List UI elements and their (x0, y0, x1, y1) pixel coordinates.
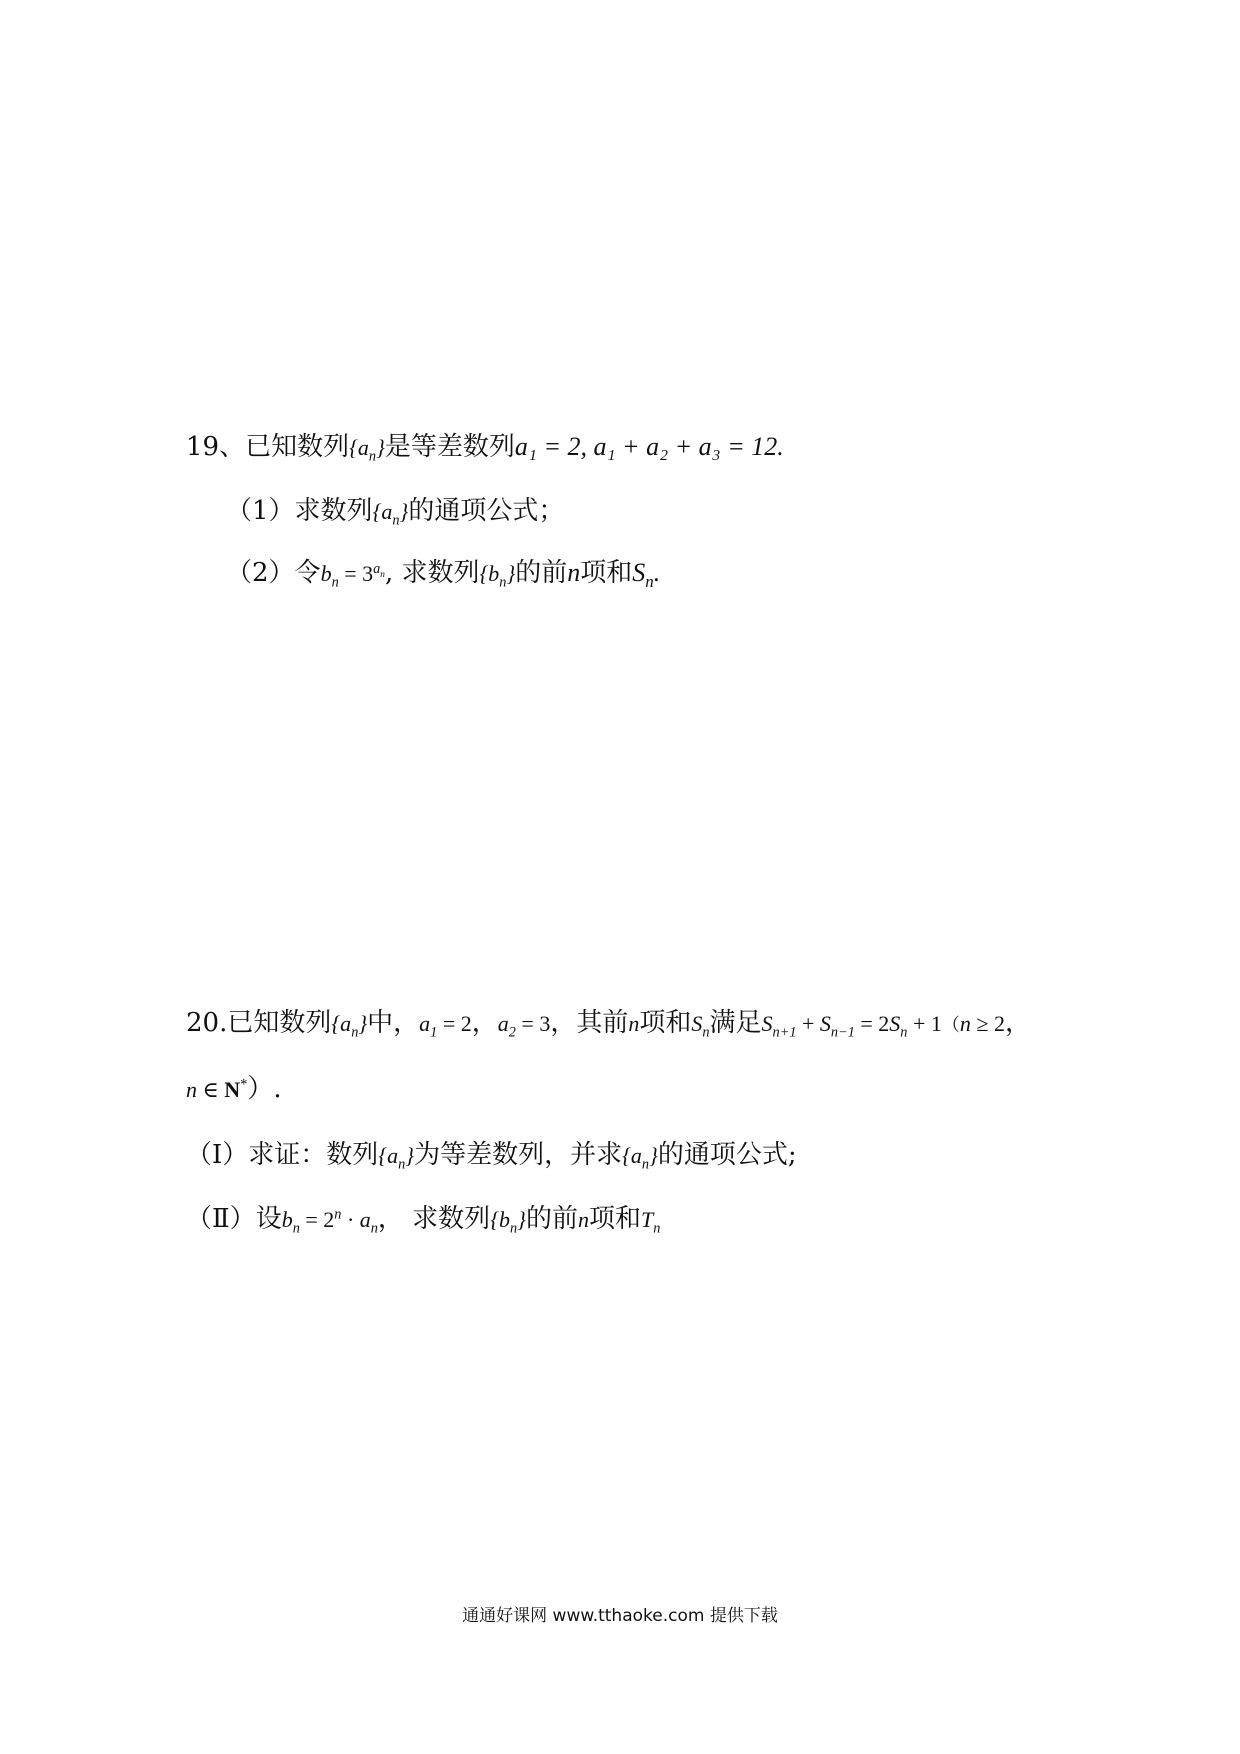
q19-seq-an: $\{a_n\}$ (349, 435, 385, 465)
q19-number: 19、 (186, 432, 246, 462)
q19-n: n (567, 558, 581, 587)
q20-part2-label: （Ⅱ） (186, 1204, 256, 1234)
q20-Sn: $S_n$ (691, 1011, 710, 1041)
q20-part1: （Ⅰ）求证：数列$\{a_n\}$为等差数列，并求$\{a_n\}$的通项公式; (186, 1140, 797, 1173)
q20-part1-seq-2: $\{a_n\}$ (622, 1143, 658, 1173)
q20-cond-n-in-N: n ∈ N* (186, 1076, 248, 1102)
q19-part1: （1）求数列$\{a_n\}$的通项公式； (226, 496, 565, 529)
q19-bn-def: $b_n = 3^{a_n}$ (320, 560, 385, 591)
q19-condition: a₁ = 2, a₁ + a₂ + a₃ = 12. (514, 432, 784, 461)
q19-stem: 19、已知数列$\{a_n\}$是等差数列a₁ = 2, a₁ + a₂ + a₃ = 12. (186, 432, 784, 465)
q20-a2: $a_2 = 3$ (497, 1011, 551, 1041)
q20-cond-n-ge-2: n ≥ 2 (959, 1011, 1005, 1036)
q20-part1-label: （Ⅰ） (186, 1140, 249, 1170)
q20-stem-cont: n ∈ N*）. (186, 1074, 282, 1104)
q20-part2-n: n (577, 1207, 589, 1232)
q20-number: 20. (186, 1008, 228, 1038)
q19-seq-bn: $\{b_n\}$ (479, 561, 516, 591)
q20-part1-seq: $\{a_n\}$ (378, 1143, 415, 1173)
q20-a1: $a_1 = 2$ (419, 1011, 472, 1041)
q20-seq-bn: $\{b_n\}$ (490, 1207, 526, 1237)
q19-part2-label: （2） (226, 558, 295, 588)
q20-seq-an: $\{a_n\}$ (331, 1011, 368, 1041)
q20-stem: 20.已知数列$\{a_n\}$中，$a_1 = 2$，$a_2 = 3$，其前n项和$S_n$满足$S_{n+1} + S_{n-1} = 2S_n + 1(n \ge 2$， (186, 1008, 1031, 1041)
q20-part2: （Ⅱ）设$b_n = 2^n \cdot a_n$， 求数列$\{b_n\}$的前n项和$T_n$ (186, 1204, 661, 1237)
q20-Tn: $T_n$ (641, 1207, 661, 1237)
q20-recurrence: $S_{n+1} + S_{n-1} = 2S_n + 1$ (761, 1011, 942, 1041)
q19-part1-seq: $\{a_n\}$ (372, 499, 409, 529)
q19-part1-label: （1） (226, 496, 295, 526)
footer-source: 通通好课网 www.tthaoke.com 提供下载 (462, 1606, 778, 1626)
q19-Sn: $S_n$. (632, 558, 661, 592)
q20-bn-def: $b_n = 2^n \cdot a_n$ (281, 1206, 378, 1237)
q19-part2: （2）令$b_n = 3^{a_n}$, 求数列$\{b_n\}$的前n项和$S_n$. (226, 558, 661, 592)
q20-n: n (628, 1011, 640, 1036)
